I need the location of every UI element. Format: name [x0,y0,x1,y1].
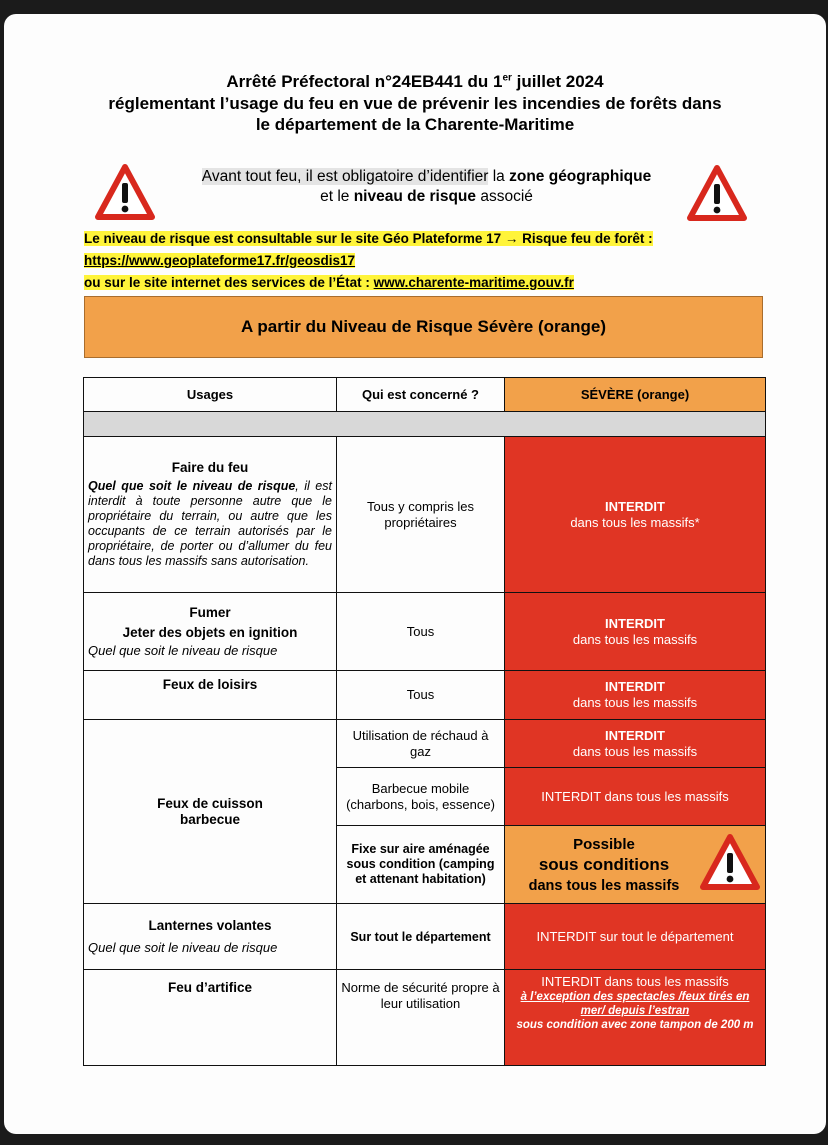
who-cell: Norme de sécurité propre à leur utilisation [337,970,505,1066]
warning-triangle-icon [699,833,761,891]
status-cell [505,671,766,720]
header-usages: Usages [84,378,337,412]
who-cell: Tous [337,593,505,671]
status-cell: INTERDIT dans tous les massifs [505,768,766,826]
who-cell: Barbecue mobile (charbons, bois, essence) [337,768,505,826]
table-header-row [84,378,766,412]
usage-title: Feux de loisirs [162,677,258,692]
status-title: INTERDIT [605,615,665,631]
who-cell: Fixe sur aire aménagée sous condition (camping et attenant habitation) [337,826,505,904]
status-text: dans tous les massifs [528,877,680,894]
usage-title: Feu d’artifice [167,980,253,995]
usage-artifice [84,970,337,1066]
geoplateforme-link[interactable]: https://www.geoplateforme17.fr/geosdis17 [84,253,356,268]
status-cell [505,437,766,593]
document-page [4,14,826,1134]
intro-text: la [488,168,510,185]
status-text: INTERDIT dans tous les massifs [541,974,729,989]
usage-title: barbecue [179,811,241,827]
status-title: Possible [573,835,635,853]
usage-emphasis: Quel que soit le niveau de risque [88,479,296,493]
header-severe: SÉVÈRE (orange) [505,378,766,412]
status-text: dans tous les massifs [572,743,698,759]
header-who: Qui est concerné ? [337,378,505,412]
title-line1-date: juillet 2024 [511,72,604,91]
status-cell [505,593,766,671]
usage-text: , il est interdit à toute personne autre que le propriétaire du terrain, ou autre que les occupants de ce terrain autorisés par le propriétaire, de porter ou d’allumer du feu dans tous les massifs sans autorisation. [88,479,332,568]
table-row [84,593,766,671]
table-row [84,437,766,593]
status-title: INTERDIT [605,679,665,694]
table-spacer-row [84,412,766,437]
who-cell: Utilisation de réchaud à gaz [337,720,505,768]
table-row [84,970,766,1066]
usage-cuisson [84,720,337,904]
status-cell [505,970,766,1066]
usage-title: Faire du feu [171,460,249,475]
decree-title [4,72,826,92]
usage-fumer [84,593,337,671]
usage-title: Jeter des objets en ignition [122,624,298,640]
status-text: dans tous les massifs* [570,514,700,530]
intro-zone: zone géographique [509,168,652,185]
regulation-table [83,377,766,1066]
table-row [84,904,766,970]
usage-title: Feux de cuisson [157,795,263,811]
decree-subtitle-1: réglementant l’usage du feu en vue de prévenir les incendies de forêts dans [108,94,722,113]
intro-text: et le [320,188,354,205]
intro-line-2 [154,187,699,207]
exception-note-tail: sous condition avec zone tampon de 200 m [516,1019,754,1031]
exception-note: à l’exception des spectacles /feux tirés en mer/ depuis l’estran [520,991,750,1017]
info-line-3 [84,274,574,292]
usage-note: Quel que soit le niveau de risque [88,939,278,955]
intro-text: Avant tout feu, il est obligatoire d’identifier [201,168,489,185]
risk-level-banner: A partir du Niveau de Risque Sévère (orange) [84,296,763,358]
status-title: sous conditions [538,854,670,874]
usage-faire-du-feu [84,437,337,593]
info-text: Le niveau de risque est consultable sur le site Géo Plateforme 17 → Risque feu de forêt : [84,231,653,246]
status-text: dans tous les massifs [572,695,698,710]
grey-spacer [84,412,766,437]
intro-text: associé [476,188,533,205]
status-cell-possible [505,826,766,904]
prefecture-link[interactable]: www.charente-maritime.gouv.fr [373,275,574,290]
warning-triangle-icon [94,163,156,221]
status-title: INTERDIT [605,727,665,743]
who-cell: Tous y compris les propriétaires [337,437,505,593]
status-cell [505,720,766,768]
info-line-1 [84,230,653,248]
usage-note: Quel que soit le niveau de risque [88,642,278,658]
info-text: ou sur le site internet des services de l’État : [84,275,374,290]
usage-title: Lanternes volantes [148,917,272,933]
table-row [84,671,766,720]
intro-line-1 [154,167,699,187]
status-cell: INTERDIT sur tout le département [505,904,766,970]
usage-description [88,479,332,569]
who-cell: Tous [337,671,505,720]
table-row [84,720,766,768]
status-title: INTERDIT [605,498,665,514]
usage-lanternes [84,904,337,970]
decree-subtitle-2: le département de la Charente-Maritime [255,115,575,134]
usage-title: Fumer [189,604,231,620]
who-cell: Sur tout le département [337,904,505,970]
usage-loisirs [84,671,337,720]
intro-risk-level: niveau de risque [353,188,477,205]
title-line1: Arrêté Préfectoral n°24EB441 du 1 [226,72,503,91]
status-text: dans tous les massifs [572,631,698,647]
info-line-2 [84,252,355,270]
title-sup: er [502,72,512,84]
